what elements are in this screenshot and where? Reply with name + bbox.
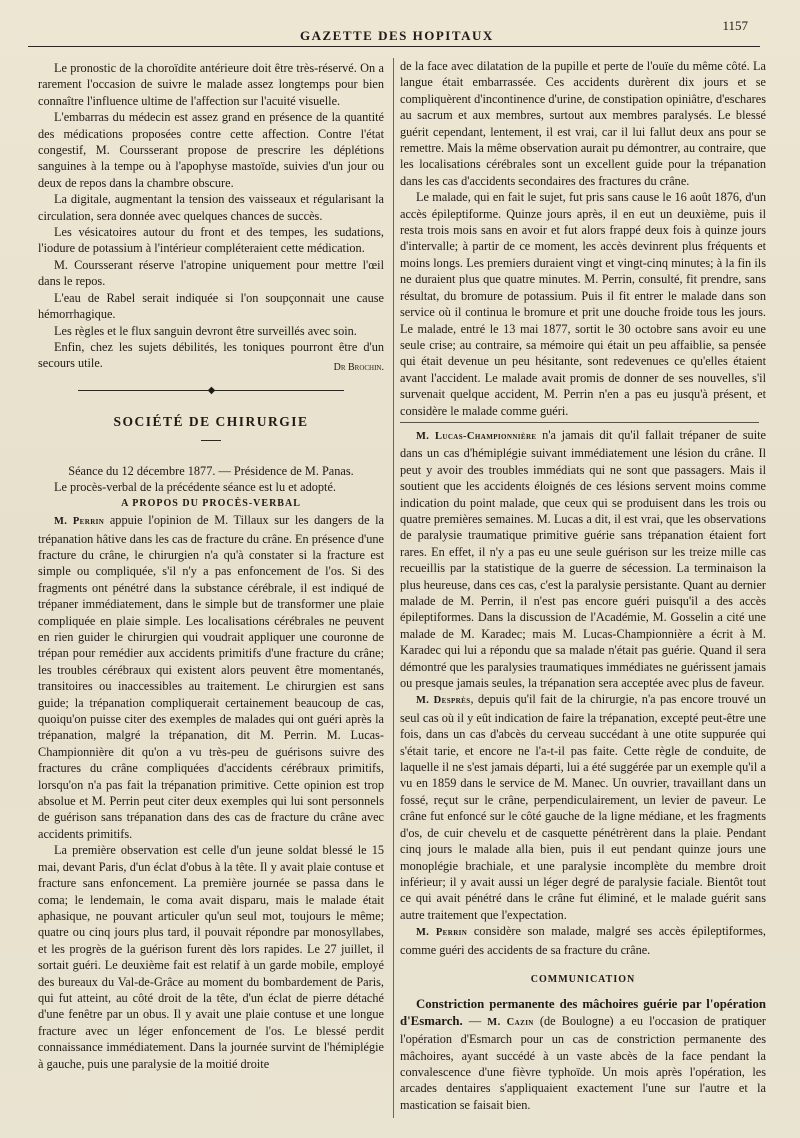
speaker-text: appuie l'opinion de M. Tillaux sur les dangers de la trépanation hâtive dans les cas de fracture du crâne. En présence d'une fracture du crâne, le chirurgien n'a qu'à constater si la fracture est simple ou compliquée, s'il n'y a pas enfoncement de l'os. Si des fragments ont pénétré dans la substance cérébrale, il est indiqué de trépaner immédiatement, dans le simple but de transformer une plaie compliquée en plaie simple. Les localisations cérébrales ne peuvent en rien guider le chirurgien qui voudrait appliquer une couronne de trépan pour remédier aux accidents primitifs d'une fracture du crâne; les troubles cérébraux qui existent alors peuvent être momentanés, transitoires ou inaccessibles au traitement. Le chirurgien est sans guide; la trépanation compliquerait certainement beaucoup de cas, quoiqu'on puisse citer des exemples de malades qui ont guéri après la trépanation, malgré la trépanation, dit M. Perrin. M. Lucas-Championnière dit qu'on a vu très-peu de guérisons suivre des fractures du crâne compliquées d'accidents cérébraux primitifs, lorsqu'on n'a pas fait la trépanation primitive. Cette opinion est trop absolue et M. Perrin peut citer deux exemples qui lui sont personnels de guérison sans trépanation dans des cas de fracture du crâne avec accidents primitifs. <box>38 513 384 841</box>
short-rule <box>201 440 221 441</box>
paragraph: Les vésicatoires autour du front et des tempes, les sudations, l'iodure de potassium à l'intérieur compléteraient cette médication. <box>38 225 384 256</box>
speaker-name: M. Desprès <box>416 695 471 707</box>
page-number: 1157 <box>722 18 748 33</box>
paragraph: M. Coursserant réserve l'atropine uniquement pour mettre l'œil dans le repos. <box>38 257 384 289</box>
paragraph-rule <box>400 422 759 423</box>
right-column <box>400 58 766 1113</box>
despres-paragraph <box>400 691 766 923</box>
paragraph: de la face avec dilatation de la pupille et perte de l'ouïe du même côté. La langue était embarrassée. Ces accidents durèrent dix jours et se compliquèrent d'incontinence d'urine, de constipation opiniâtre, d'eschares au sacrum et aux membres, surtout aux membres paralysés. Le blessé guérit cependant, lentement, il est vrai, car il lui fallut deux ans pour se remettre. Mais la même observation aurait pu démontrer, au contraire, que les localisations cérébrales sont un excellent guide pour la trépanation dans les cas d'accidents secondaires des fractures du crâne. <box>400 59 766 188</box>
left-column <box>38 60 384 1072</box>
header-rule <box>28 46 760 47</box>
speaker-name: M. Perrin <box>54 516 105 528</box>
speaker-text: , depuis qu'il fait de la chirurgie, n'a pas encore trouvé un seul cas où il y eût indication de faire la trépanation, excepté peut-être une fois, dans un cas d'abcès du cerveau succédant à une otite suppurée qui s'était tarie, et encore ne l'a-t-il pas faite. Cette règle de conduite, de laquelle il ne s'est jamais départi, lui a été suggérée par un exemple qu'il a vu en 1859 dans le service de M. Manec. Un ouvrier, travaillant dans un fossé, reçut sur le crâne, perpendiculairement, un levier de paveur. Le crâne fut enfoncé sur le côté gauche de la ligne médiane, et les fragments d'os, de cuir chevelu et de casquette pénétrèrent dans la plaie. Pendant cinq jours le malade alla bien, puis il eut pendant quinze jours une monoplégie brachiale, et une paralysie incomplète du membre droit inférieur; il y avait aussi un léger degré de paralysie faciale. Bientôt tout ce qui avait pénétré dans le crâne fut éliminé, et le malade guérit sans autre traitement que l'expectation. <box>400 692 767 922</box>
speaker-name: M. Lucas-Championnière <box>416 430 537 442</box>
subsection-title: A PROPOS DU PROCÈS-VERBAL <box>121 497 301 509</box>
section-title: SOCIÉTÉ DE CHIRURGIE <box>113 413 309 429</box>
paragraph: L'eau de Rabel serait indiquée si l'on soupçonnait une cause hémorrhagique. <box>38 290 384 322</box>
perrin-paragraph <box>38 512 384 842</box>
seance-line: Séance du 12 décembre 1877. — Présidence de M. Panas. <box>68 463 354 478</box>
speaker-text: n'a jamais dit qu'il fallait trépaner de suite dans un cas d'hémiplégie suivant immédiatement une lésion du crâne. Il peut y avoir des troubles immédiats qui ne sont que passagers. Mais il soutient que les accidents éloignés de ces lésions servent moins comme indication du point malade, que ceux qui se produisent dans les trois ou quatre premières semaines. M. Lucas a dit, il est vrai, que les observations de paralysie traumatique primitive guérie sans trépanation étaient fort rares. En effet, il n'y a pas eu une seule guérison sur les treize mille cas recueillis par la statistique de la guerre de sécession. La terminaison la plus heureuse, dans ces cas, c'est la paralysie persistante. Quant au dernier malade de M. Perrin, il n'est pas encore guéri puisqu'il a des accès épileptiformes. Dans la discussion de l'Académie, M. Gosselin a cité une malade de M. Karadec; mais M. Lucas-Championnière a écrit à M. Karadec qui lui a répondu que sa malade n'était pas guérie. Quand il sera démontré que les paralysies traumatiques immédiates ne guérissent jamais ou presque jamais seules, la trépanation sera acceptée avec plus de faveur. <box>400 427 766 691</box>
column-divider <box>393 58 394 1118</box>
speaker-name: M. Perrin <box>416 927 468 939</box>
speaker-name: M. Cazin <box>487 1016 534 1028</box>
paragraph: Le pronostic de la choroïdite antérieure doit être très-réservé. On a rarement l'occasion de suivre le malade assez longtemps pour bien connaître l'influence ultime de l'affection sur l'acuité visuelle. <box>38 61 384 108</box>
signature: Dr Brochin. <box>333 361 384 373</box>
communication-heading: Constriction permanente des mâchoires guérie par l'opération d'Esmarch. <box>400 997 766 1028</box>
ornament-divider: ◆ <box>38 383 384 399</box>
speaker-text: (de Boulogne) a eu l'occasion de pratiquer l'opération d'Esmarch pour un cas de constriction permanente des mâchoires, ayant succédé à un vaste abcès de la face pendant la convalescence d'une fièvre typhoïde. Un mois après l'opération, les arcades dentaires s'appliquaient exactement l'une sur l'autre et la mastication se faisait bien. <box>400 1013 767 1112</box>
closing-paragraph <box>38 339 384 372</box>
paragraph: Le malade, qui en fait le sujet, fut pris sans cause le 16 août 1876, d'un accès épileptiforme. Quinze jours après, il en eut un deuxième, puis il resta trois mois sans en avoir et fut alors frappé deux fois à quinze jours d'intervalle; à partir de ce moment, les accès devinrent plus fréquents et moins longs. Les premiers duraient vingt et vingt-cinq minutes; à la fin ils ne duraient plus que quatre minutes. M. Perrin, consulté, fit prendre, sans résultat, du bromure de potassium. Puis il fit entrer le malade dans son service où il continua le bromure et prit une douche froide tous les jours. Le malade, entré le 13 mai 1877, sortit le 30 octobre sans avoir eu une seule crise; au contraire, sa mémoire qui était un peu affaiblie, sa pensée qui était devenue un peu hésitante, sont redevenues ce qu'elles étaient avant l'accident. Le malade avait promis de donner de ses nouvelles, s'il survenait quelque accident, M. Perrin n'en a pas eu jusqu'à présent, et considère le malade comme guéri. <box>400 190 766 418</box>
proces-verbal: Le procès-verbal de la précédente séance est lu et adopté. <box>54 480 336 495</box>
running-title: GAZETTE DES HOPITAUX <box>300 28 494 43</box>
paragraph: Les règles et le flux sanguin devront être surveillés avec soin. <box>54 323 357 338</box>
paragraph: La première observation est celle d'un jeune soldat blessé le 15 mai, devant Paris, d'un éclat d'obus à la tête. Il y avait plaie contuse et fracture sans enfoncement. La première journée se passa dans le coma; le lendemain, le coma avait disparu, mais le malade était aphasique, ne pouvant articuler qu'un seul mot, toujours le même; quatre ou cinq jours plus tard, il pouvait répondre par monosyllabes, et les progrès de la guérison furent dès lors rapides. Le 27 juillet, il sortait guéri. Le deuxième fait est relatif à un garde mobile, employé des bureaux du Val-de-Grâce au moment du bombardement de Paris, qui fut atteint, au côté droit de la tête, d'un éclat de pierre détaché d'une fenêtre par un obus. Il y avait une plaie contuse et une longue fracture avec un léger enfoncement de l'os. Le blessé perdit connaissance immédiatement. Dans la journée survint de l'hémiplégie à gauche, puis une paralysie de la moitié droite <box>38 843 384 1071</box>
perrin2-paragraph <box>400 923 766 958</box>
paragraph: La digitale, augmentant la tension des vaisseaux et régularisant la circulation, sera donnée avec quelques chances de succès. <box>38 192 384 223</box>
lucas-paragraph <box>400 427 766 692</box>
paragraph: Enfin, chez les sujets débilités, les toniques pourront être d'un secours utile. <box>38 339 384 371</box>
speaker-text: considère son malade, malgré ses accès épileptiformes, comme guéri des accidents de sa fracture du crâne. <box>400 924 767 957</box>
communication-title: COMMUNICATION <box>530 973 636 985</box>
communication-paragraph: Constriction permanente des mâchoires guérie par l'opération d'Esmarch. — M. Cazin (de Boulogne) a eu l'occasion de pratiquer l'opération d'Esmarch pour un cas de constriction permanente des mâchoires, ayant succédé à un vaste abcès de la face pendant la convalescence d'une fièvre typhoïde. Un mois après l'opération, les arcades dentaires s'appliquaient exactement l'une sur l'autre et la mastication se faisait bien. <box>400 997 767 1112</box>
paragraph: L'embarras du médecin est assez grand en présence de la quantité des médications proposées contre cette affection. Contre l'état congestif, M. Coursserant propose de prescrire les déplétions sanguines à la tempe ou à l'apophyse mastoïde, suivies d'un jour ou deux de repos dans la chambre obscure. <box>38 110 384 190</box>
